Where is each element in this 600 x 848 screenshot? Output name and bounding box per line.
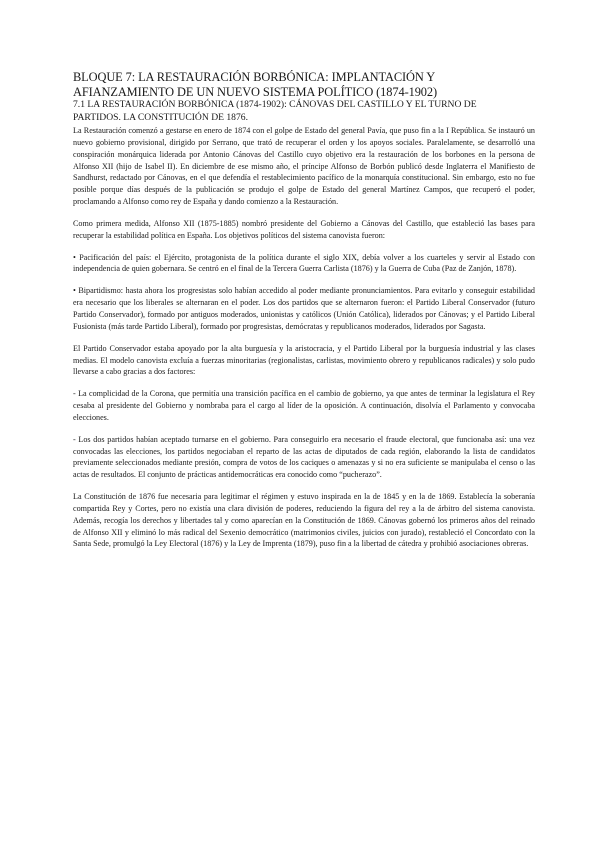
- paragraph-first-measure: Como primera medida, Alfonso XII (1875-1885) nombró presidente del Gobierno a Cánovas del Castillo, que estableció las bases para recuperar la estabilidad política en España. Los objetivos políticos del sistema canovista fueron:: [73, 218, 535, 240]
- paragraph-intro: La Restauración comenzó a gestarse en enero de 1874 con el golpe de Estado del general Pavía, que puso fin a la I República. Se instauró un nuevo gobierno provisional, dirigido por Serrano, que trató de recuperar el orden y los apoyos sociales. Paralelamente, se desarrolló una conspiración monárquica liderada por Antonio Cánovas del Castillo cuyo objetivo era la restauración de los borbones en la persona de Alfonso XII (hijo de Isabel II). En diciembre de ese mismo año, el príncipe Alfonso de Borbón publicó desde Inglaterra el Manifiesto de Sandhurst, redactado por Cánovas, en el que defendía el restablecimiento pacífico de la monarquía constitucional. Sin embargo, esto no fue posible porque días después de la publicación se produjo el golpe de Estado del general Martínez Campos, que recuperó el poder, proclamando a Alfonso como rey de España y dando comienzo a la Restauración.: [73, 126, 535, 207]
- subtitle-line-2: PARTIDOS. LA CONSTITUCIÓN DE 1876.: [73, 111, 248, 123]
- paragraph-pacification: • Pacificación del país: el Ejército, protagonista de la política durante el siglo XIX, debía volver a los cuarteles y servir al Estado con independencia de quien gobernara. Se centró en el final de la Tercera Guerra Carlista (1876) y la Guerra de Cuba (Paz de Zanjón, 1878).: [73, 252, 535, 274]
- title-line-1: BLOQUE 7: LA RESTAURACIÓN BORBÓNICA: IMPLANTACIÓN Y: [73, 70, 436, 84]
- document-title: [73, 70, 535, 99]
- paragraph-fraud: - Los dos partidos habían aceptado turnarse en el gobierno. Para conseguirlo era necesario el fraude electoral, que funcionaba así: una vez convocadas las elecciones, los partidos negociaban el reparto de las actas de diputados de cada región, elaborando la lista de candidatos previamente seleccionados mediante presión, compra de votos de los caciques o amenazas y si no era suficiente se manipulaba el censo o las actas de resultados. El conjunto de prácticas antidemocráticas era conocido como “pucherazo”.: [73, 434, 535, 480]
- title-line-2: AFIANZAMIENTO DE UN NUEVO SISTEMA POLÍTICO (1874-1902): [73, 84, 438, 99]
- subtitle-line-1: 7.1 LA RESTAURACIÓN BORBÓNICA (1874-1902): CÁNOVAS DEL CASTILLO Y EL TURNO DE: [73, 99, 477, 110]
- paragraph-bipartidism: • Bipartidismo: hasta ahora los progresistas solo habían accedido al poder mediante pronunciamientos. Para evitarlo y conseguir estabilidad era necesario que los liberales se alternaran en el poder. Los dos partidos que se alternaron fueron: el Partido Liberal Conservador (futuro Partido Conservador), formado por antiguos moderados, unionistas y católicos (Unión Católica), liderados por Cánovas; y el Partido Liberal Fusionista (más tarde Partido Liberal), formado por progresistas, demócratas y republicanos moderados, liderados por Sagasta.: [73, 286, 535, 331]
- section-heading: [73, 99, 535, 124]
- paragraph-crown: - La complicidad de la Corona, que permitía una transición pacífica en el cambio de gobierno, ya que antes de terminar la legislatura el Rey cesaba al presidente del Gobierno y nombraba para el cargo al líder de la oposición. A continuación, disolvía el Parlamento y convocaba elecciones.: [73, 389, 535, 422]
- document-page: [73, 70, 535, 550]
- paragraph-support: El Partido Conservador estaba apoyado por la alta burguesía y la aristocracia, y el Partido Liberal por la burguesía industrial y las clases medias. El modelo canovista excluía a fuerzas minoritarias (regionalistas, carlistas, movimiento obrero y republicanos radicales) y solo pudo llevarse a cabo gracias a dos factores:: [73, 343, 535, 377]
- paragraph-constitution: La Constitución de 1876 fue necesaria para legitimar el régimen y estuvo inspirada en la de 1845 y en la de 1869. Establecía la soberanía compartida Rey y Cortes, pero no existía una clara división de poderes, reduciendo la figura del rey a la de árbitro del sistema canovista. Además, recogía los derechos y libertades tal y como aparecían en la Constitución de 1869. Cánovas gobernó los primeros años del reinado de Alfonso XII y eliminó lo más radical del Sexenio democrático (matrimonios civiles, juicios con jurado), restableció el Concordato con la Santa Sede, promulgó la Ley Electoral (1876) y la Ley de Imprenta (1879), puso fin a la libertad de cátedra y prohibió asociaciones obreras.: [73, 492, 535, 549]
